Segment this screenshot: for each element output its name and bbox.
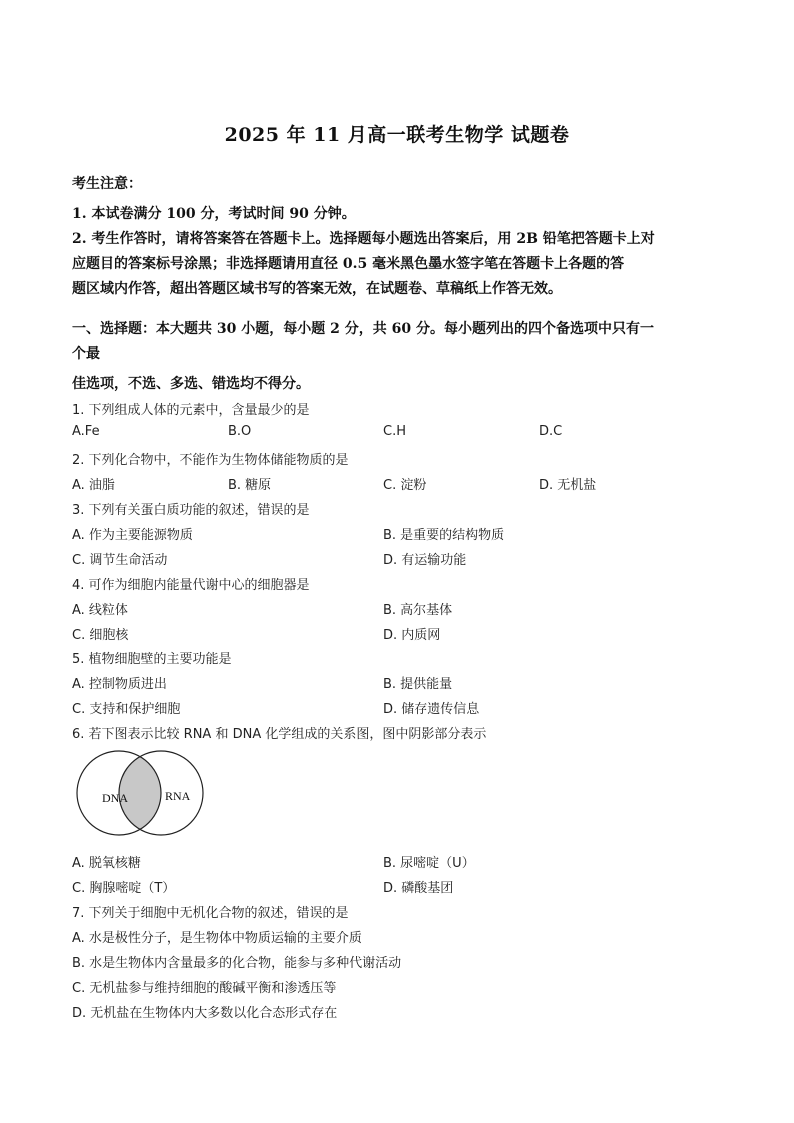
notice-item-2-line-1: 2. 考生作答时，请将答案答在答题卡上。选择题每小题选出答案后，用 2B 铅笔把答题卡上对: [72, 231, 655, 247]
section-heading-line-1: 一、选择题：本大题共 30 小题，每小题 2 分，共 60 分。每小题列出的四个备选项中只有一: [72, 321, 654, 337]
question-7-option-a: A. 水是极性分子，是生物体中物质运输的主要介质: [72, 931, 362, 946]
question-4-option-c: C. 细胞核: [72, 628, 129, 643]
venn-diagram: [72, 750, 208, 836]
notice-item-2-line-2: 应题目的答案标号涂黑；非选择题请用直径 0.5 毫米黑色墨水签字笔在答题卡上各题的答: [72, 256, 625, 272]
question-1-option-a: A.Fe: [72, 424, 100, 439]
question-1-option-b: B.O: [228, 424, 252, 439]
question-6-stem: 6. 若下图表示比较 RNA 和 DNA 化学组成的关系图，图中阴影部分表示: [72, 727, 487, 742]
question-1-stem: 1. 下列组成人体的元素中，含量最少的是: [72, 403, 310, 418]
question-6-option-d: D. 磷酸基团: [383, 881, 454, 896]
question-1-option-d: D.C: [539, 424, 563, 439]
question-2-option-d: D. 无机盐: [539, 478, 597, 493]
question-6-option-a: A. 脱氧核糖: [72, 856, 141, 871]
question-3-option-a: A. 作为主要能源物质: [72, 528, 193, 543]
question-5-option-b: B. 提供能量: [383, 677, 453, 692]
question-5-option-d: D. 储存遗传信息: [383, 702, 480, 717]
question-3-option-b: B. 是重要的结构物质: [383, 528, 505, 543]
question-7-stem: 7. 下列关于细胞中无机化合物的叙述，错误的是: [72, 906, 349, 921]
question-2-option-c: C. 淀粉: [383, 478, 427, 493]
question-7-option-c: C. 无机盐参与维持细胞的酸碱平衡和渗透压等: [72, 981, 337, 996]
question-5-option-a: A. 控制物质进出: [72, 677, 167, 692]
venn-label-dna: DNA: [102, 791, 128, 805]
page-title: 2025 年 11 月高一联考生物学 试题卷: [224, 124, 570, 146]
question-3-option-c: C. 调节生命活动: [72, 553, 168, 568]
question-2-option-b: B. 糖原: [228, 478, 272, 493]
question-3-stem: 3. 下列有关蛋白质功能的叙述，错误的是: [72, 503, 310, 518]
question-6-option-b: B. 尿嘧啶（U）: [383, 856, 475, 871]
question-5-option-c: C. 支持和保护细胞: [72, 702, 181, 717]
notice-heading: 考生注意：: [72, 176, 142, 192]
question-1-option-c: C.H: [383, 424, 406, 439]
venn-label-rna: RNA: [165, 789, 191, 803]
notice-item-2-line-3: 题区域内作答，超出答题区域书写的答案无效，在试题卷、草稿纸上作答无效。: [72, 281, 562, 297]
question-2-stem: 2. 下列化合物中，不能作为生物体储能物质的是: [72, 453, 349, 468]
question-6-option-c: C. 胸腺嘧啶（T）: [72, 881, 176, 896]
question-5-stem: 5. 植物细胞壁的主要功能是: [72, 652, 232, 667]
question-7-option-b: B. 水是生物体内含量最多的化合物，能参与多种代谢活动: [72, 956, 402, 971]
question-2-option-a: A. 油脂: [72, 478, 115, 493]
question-4-option-b: B. 高尔基体: [383, 603, 453, 618]
question-7-option-d: D. 无机盐在生物体内大多数以化合态形式存在: [72, 1006, 338, 1021]
question-3-option-d: D. 有运输功能: [383, 553, 467, 568]
notice-item-1: 1. 本试卷满分 100 分，考试时间 90 分钟。: [72, 206, 356, 222]
question-4-option-d: D. 内质网: [383, 628, 441, 643]
question-4-option-a: A. 线粒体: [72, 603, 128, 618]
section-heading-line-3: 佳选项，不选、多选、错选均不得分。: [72, 376, 310, 392]
section-heading-line-2: 个最: [72, 346, 100, 362]
question-4-stem: 4. 可作为细胞内能量代谢中心的细胞器是: [72, 578, 310, 593]
